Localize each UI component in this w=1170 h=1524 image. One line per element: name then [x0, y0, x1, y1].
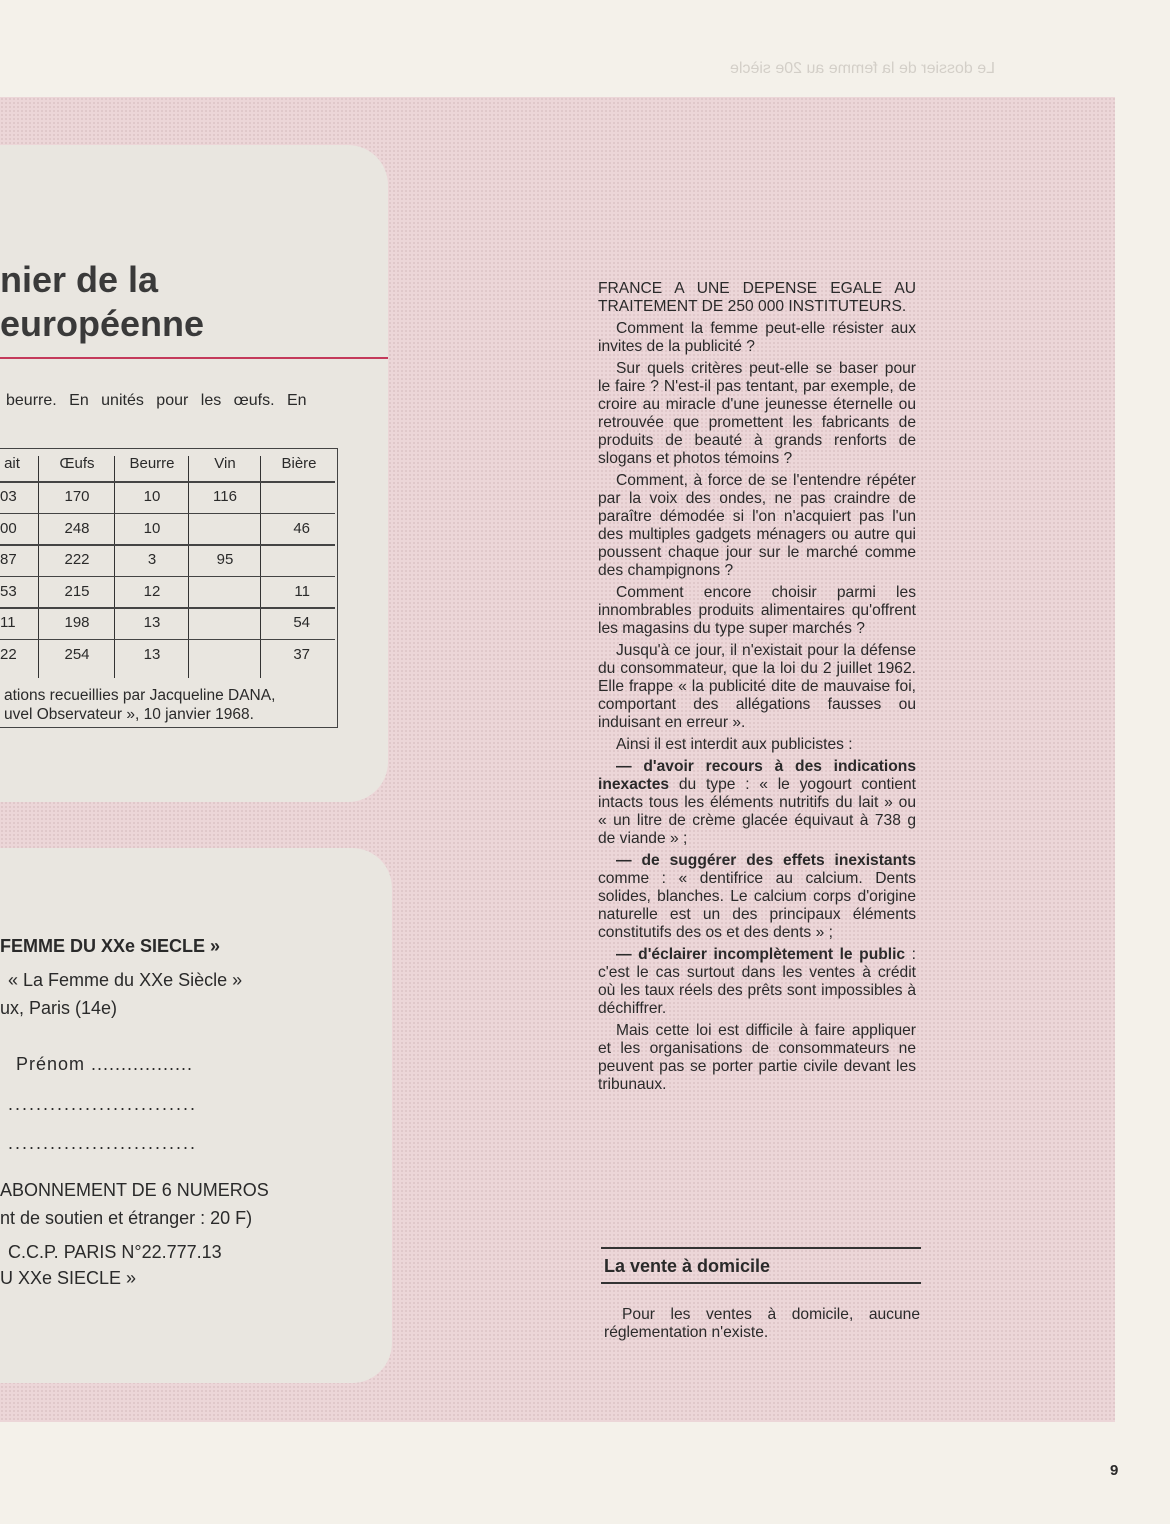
table-note-line-2: uvel Observateur », 10 janvier 1968. — [4, 706, 254, 723]
table-cell: 11 — [294, 582, 310, 600]
paragraph-rest: : c'est le cas surtout dans les ventes à crédit où les taux réels des prêts sont impossibles à déchiffrer. — [598, 946, 916, 1017]
table-cell: 248 — [64, 519, 90, 537]
prenom-field[interactable]: Prénom ................. — [16, 1054, 194, 1074]
table-cell: 13 — [143, 614, 161, 631]
table-row-divider — [0, 513, 335, 515]
article-paragraph — [598, 852, 916, 942]
form-ccp: C.C.P. PARIS N°22.777.13 — [8, 1242, 222, 1262]
bold-lead: — d'éclairer incomplètement le public — [616, 946, 906, 963]
table-header-lait: ait — [4, 455, 20, 472]
section-rule-top — [601, 1247, 921, 1249]
table-cell: 03 — [0, 488, 17, 505]
form-title: FEMME DU XXe SIECLE » — [0, 936, 221, 956]
article-paragraph: FRANCE A UNE DEPENSE EGALE AU TRAITEMENT DE 250 000 INSTITUTEURS. — [598, 280, 916, 315]
table-cell: 10 — [143, 519, 161, 537]
table-row-divider — [0, 481, 335, 483]
section-heading: La vente à domicile — [604, 1256, 771, 1276]
table-row-divider — [0, 576, 335, 578]
table-cell: 116 — [213, 488, 237, 505]
table-header-vin: Vin — [214, 455, 236, 472]
table-cell: 95 — [216, 551, 234, 568]
article-column — [598, 280, 916, 1098]
table-cell: 170 — [64, 488, 90, 505]
box-title-rule — [0, 357, 388, 359]
bold-lead: — de suggérer des effets inexistants — [616, 852, 916, 869]
table-cell: 54 — [293, 614, 310, 631]
article-paragraph — [598, 758, 916, 848]
table-header-beurre: Beurre — [129, 455, 175, 472]
table-cell: 46 — [293, 519, 310, 537]
running-head-bleedthrough: Le dossier de la femme au 20e siècle — [730, 60, 996, 77]
table-cell: 222 — [64, 551, 90, 568]
table-cell: 87 — [0, 551, 17, 568]
table-row-divider — [0, 639, 335, 641]
article-paragraph: Comment, à force de se l'entendre répéter par la voix des ondes, ne pas craindre de paraître démodée si l'on n'acquiert pas l'un des multiples gadgets ménagers ou autre qui poussent chaque jour sur le marché comme des champignons ? — [598, 472, 916, 579]
table-cell: 12 — [143, 582, 161, 600]
table-cell: 10 — [143, 488, 161, 505]
paragraph-rest: du type : « le yogourt contient intacts tous les éléments nutritifs du lait » ou « un litre de crème glacée équivaut à 738 g de viande » ; — [598, 776, 916, 847]
form-ccp-name: U XXe SIECLE » — [0, 1268, 137, 1288]
address-field[interactable]: ........................... — [8, 1094, 198, 1114]
table-cell: 3 — [147, 551, 157, 568]
article-paragraph: Sur quels critères peut-elle se baser pour le faire ? N'est-il pas tentant, par exemple, de croire au miracle d'une jeunesse éternelle ou retrouvée que promettent les fabricants de produits de beauté à grands renforts de slogans et photos témoins ? — [598, 360, 916, 467]
section-text: Pour les ventes à domicile, aucune réglementation n'existe. — [604, 1306, 920, 1341]
box-title-line-2: européenne — [0, 303, 205, 344]
box-title-line-1: nier de la — [0, 259, 159, 300]
city-field[interactable]: ........................... — [8, 1133, 198, 1153]
table-cell: 198 — [64, 614, 90, 631]
bold-lead: — d'avoir recours à des indications inexactes — [598, 758, 916, 793]
form-address-line-2: ux, Paris (14e) — [0, 998, 118, 1018]
article-paragraph: Comment encore choisir parmi les innombrables produits alimentaires qu'offrent les magasins du type super marchés ? — [598, 584, 916, 637]
column-separator — [38, 456, 39, 678]
section-rule-bottom — [601, 1282, 921, 1284]
table-source-note — [4, 686, 275, 724]
subscription-form-box — [0, 848, 392, 1383]
article-paragraph: Ainsi il est interdit aux publicistes : — [616, 736, 853, 753]
form-soutien: nt de soutien et étranger : 20 F) — [0, 1208, 253, 1228]
table-cell: 11 — [0, 614, 16, 631]
table-cell: 215 — [64, 582, 90, 600]
table-cell: 53 — [0, 582, 17, 600]
table-cell: 13 — [143, 645, 161, 663]
article-paragraph — [598, 946, 916, 1018]
table-header-biere: Bière — [281, 455, 317, 472]
table-cell: 254 — [64, 645, 90, 663]
form-address-line-1: « La Femme du XXe Siècle » — [8, 970, 243, 990]
article-paragraph: Mais cette loi est difficile à faire appliquer et les organisations de consommateurs ne peuvent pas se porter partie civile devant les tribunaux. — [598, 1022, 916, 1093]
table-cell: 37 — [293, 645, 310, 663]
article-paragraph: Jusqu'à ce jour, il n'existait pour la défense du consommateur, que la loi du 2 juillet 1962. Elle frappe « la publicité dite de mauvaise foi, comportant des allégations fausses ou induisant en erreur ». — [598, 642, 916, 731]
box-title — [0, 258, 204, 346]
table-header-oeufs: Œufs — [59, 455, 95, 472]
box-intro: beurre. En unités pour les œufs. En — [6, 392, 307, 409]
table-note-line-1: ations recueillies par Jacqueline DANA, — [4, 687, 276, 704]
table-row-divider — [0, 544, 335, 546]
table-row-divider — [0, 607, 335, 609]
page-number: 9 — [1110, 1462, 1119, 1479]
paragraph-rest: comme : « dentifrice au calcium. Dents solides, blanches. Le calcium corps d'origine naturelle est un des principaux éléments constitutifs des os et des dents » ; — [598, 870, 916, 941]
article-paragraph: Comment la femme peut-elle résister aux invites de la publicité ? — [598, 320, 916, 355]
table-cell: 00 — [0, 519, 17, 537]
form-abonnement: ABONNEMENT DE 6 NUMEROS — [0, 1180, 269, 1200]
table-cell: 22 — [0, 645, 17, 663]
